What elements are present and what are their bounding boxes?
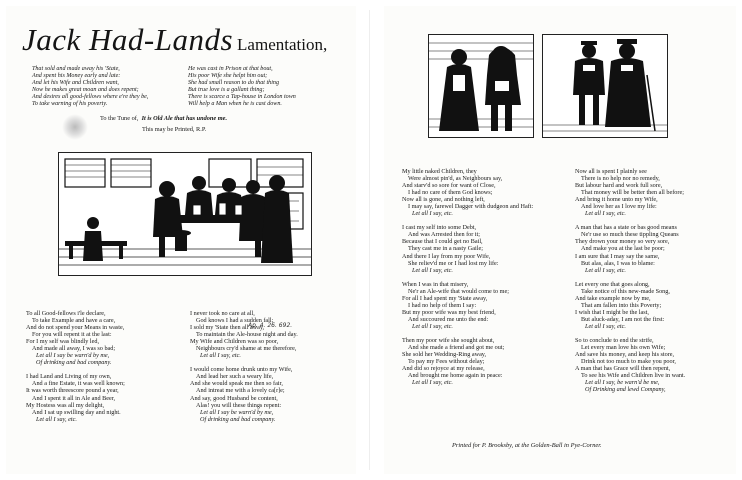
stanza-line: To take Example and have a care,	[32, 317, 116, 325]
stanza-line: Ne'r use so much these tippling Queans	[581, 231, 679, 239]
stanza-line: And save his money, and keep his store,	[575, 351, 675, 359]
verse-line: She had small reason to do that thing	[188, 80, 280, 87]
stanza-line: And was Arrested then for it;	[408, 231, 480, 239]
stanza-line: And make you at the last be poor;	[581, 245, 665, 253]
refrain-line: Let all I say, etc.	[200, 352, 241, 360]
verse-line: To take warning of his poverty.	[32, 101, 108, 108]
refrain-line: Let all I say, etc.	[585, 210, 626, 218]
stanza-line: And a fine Estate, it was well known;	[32, 380, 125, 388]
licence-line: This may be Printed, R.P.	[142, 126, 207, 133]
stanza-line: And did so rejoyce at my release,	[402, 365, 485, 373]
stanza	[26, 310, 186, 366]
stanza	[575, 281, 740, 330]
stanza-line: A man that has Grace will then repent,	[575, 365, 671, 373]
refrain-line: Let all I say, etc.	[412, 379, 453, 387]
title-main: Jack Had-Lands	[22, 22, 234, 57]
stanza-line: She reliev'd me or I had lost my life:	[408, 259, 499, 267]
verse-line: And let his Wife and Children want,	[32, 80, 119, 87]
stanza-line: Now all is spent I plainly see	[575, 168, 647, 175]
verse-line: And spent his Money early and late:	[32, 73, 121, 80]
printer-imprint: Printed for P. Brooksby, at the Golden-Ball in Pye-Corner.	[452, 442, 602, 449]
tune-line	[100, 115, 227, 122]
stanza-line: Drink not too much to make you poor,	[581, 358, 676, 366]
stanza-line: And starv'd so sore for want of Close,	[402, 182, 496, 190]
refrain-line: Let all I say, etc.	[585, 266, 626, 274]
stanza-line: And I sat up swilling day and night.	[32, 408, 121, 416]
stanza	[402, 337, 572, 386]
stanza-line: To maintain the Ale-house night and day.	[196, 331, 298, 339]
stanza-line: And she made a friend and got me out;	[408, 344, 505, 352]
stanza	[575, 168, 740, 217]
refrain-line: Of Drinking and lewd Company,	[585, 386, 666, 394]
stanza-line: For all I had spent my 'State away,	[402, 294, 488, 302]
stanza-line: That money will be better then all before;	[581, 189, 684, 197]
stanza-line: Take notice of this new-made Song,	[581, 287, 670, 295]
handwritten-date-note: Ap. 4. 26. 692.	[248, 322, 293, 329]
refrain-line: Let all I say be warn'd by me,	[36, 352, 110, 360]
refrain-line: Of drinking and bad company.	[200, 415, 276, 423]
verse-line: His poor Wife she helpt him out;	[188, 73, 268, 80]
stanza-line: And there I lay from my poor Wife,	[402, 252, 491, 260]
stanza-line: A man that has a state or bas good means	[575, 224, 677, 232]
stanza	[402, 281, 572, 330]
verse-line: But true love is a gallant thing;	[188, 87, 265, 94]
stanza-line: They cast me in a nasty Gaile;	[408, 245, 483, 253]
stanza-line: To see his Wife and Children live in want.	[581, 372, 686, 380]
stanza-line: I am sure that I may say the same,	[575, 252, 660, 260]
refrain-line: Let all I say, etc.	[412, 322, 453, 330]
stanza-line: I wish that I might be the last,	[575, 308, 649, 316]
stanza-line: My Wife and Children was so poor,	[190, 338, 279, 346]
stanza-line: Neighbours cry'd shame at me therefore,	[196, 345, 297, 353]
stanza-line: And succoured me unto the end:	[408, 315, 489, 323]
stanza-line: For you will repent it at the last:	[32, 331, 112, 339]
stanza	[190, 366, 350, 422]
verse-line: There is scarce a Tap-house in London town	[188, 94, 296, 101]
stanza-line: I may say, farewel Dagger with dudgeon and Haft:	[408, 203, 534, 211]
stanza-line: And made all away, I was so bad;	[32, 345, 116, 353]
tavern-woodcut	[58, 152, 312, 276]
left-column-1	[26, 310, 186, 430]
intro-verse-left	[32, 66, 148, 109]
stanza-line: But labour hard and work full sore,	[575, 182, 663, 190]
right-column-1	[402, 168, 572, 393]
stanza-line: To pay my Fees without delay;	[408, 358, 485, 366]
stanza-line: I had no help of them I say:	[408, 301, 477, 309]
stanza-line: And intreat me with a lovely ca[r]e;	[196, 387, 285, 395]
stanza-line: They drown your money so very sore,	[575, 238, 670, 246]
stanza	[575, 337, 740, 393]
left-column-2	[190, 310, 350, 430]
men-woodcut	[542, 34, 668, 138]
right-column-2	[575, 168, 740, 400]
stanza	[26, 373, 186, 422]
ballad-title	[22, 22, 327, 58]
stanza-line: I cast my self into some Debt,	[402, 224, 477, 232]
verse-line: That sold and made away his 'State,	[32, 66, 120, 72]
stanza-line: I never took no care at all,	[190, 310, 255, 317]
title-sub: Lamentation,	[237, 35, 328, 54]
stanza-line: To all Good-fellows i'le declare,	[26, 310, 106, 317]
stanza-line: When I was in that misery,	[402, 280, 469, 288]
couple-woodcut	[428, 34, 534, 138]
refrain-line: Let all I say, etc.	[585, 322, 626, 330]
page-gutter	[360, 0, 380, 480]
stanza	[402, 224, 572, 273]
stanza-line: And brought me home again in peace:	[408, 372, 503, 380]
stanza-line: Let every man love his own Wife;	[581, 344, 666, 352]
stanza-line: And bring it home unto my Wife,	[575, 196, 658, 204]
stanza-line: For I my self was blindly led,	[26, 338, 100, 346]
refrain-line: Let all I say, etc.	[412, 210, 453, 218]
stanza-line: I had Land and Living of my own,	[26, 373, 112, 381]
stanza-line: My Hostess was all my delight,	[26, 401, 105, 409]
tune-name: It is Old Ale that has undone me.	[141, 115, 228, 122]
verse-line: And desires all good-fellows where e're they be,	[32, 94, 149, 101]
seal-blot	[62, 114, 88, 140]
stanza-line: That am fallen into this Poverty;	[581, 301, 662, 309]
stanza-line: Ne'r an Ale-wife that would come to me;	[408, 287, 509, 295]
intro-verse-right	[188, 66, 296, 109]
stanza-line: So to conclude to end the strife,	[575, 336, 654, 344]
fold-line	[369, 10, 370, 470]
verse-line: Now he makes great moan and does repent;	[32, 87, 139, 94]
stanza-line: She sold her Wedding-Ring away,	[402, 351, 487, 359]
stanza-line: Were almost pin'd, as Neighbours say,	[408, 175, 503, 183]
stanza-line: I had no care of them God knows;	[408, 189, 493, 197]
tune-prefix: To the Tune of,	[100, 115, 139, 122]
stanza-line: And do not spend your Means in waste,	[26, 324, 125, 332]
stanza-line: But my poor wife was my best friend,	[402, 308, 496, 316]
stanza-line: And love her as I love my life:	[581, 203, 657, 211]
stanza-line: I would come home drunk unto my Wife,	[190, 366, 293, 374]
stanza-line: There is no help nor no remedy,	[581, 175, 660, 183]
stanza-line: And take example now by me,	[575, 294, 651, 302]
refrain-line: Let all I say, be warn'd be me,	[585, 379, 660, 387]
stanza-line: And she would speak me then so fair,	[190, 380, 283, 388]
stanza-line: Because that I could get no Bail,	[402, 238, 483, 246]
stanza-line: Then my poor wife she sought about,	[402, 336, 495, 344]
refrain-line: Let all I say, etc.	[36, 415, 77, 423]
stanza-line: It was worth threescore pound a year,	[26, 387, 119, 395]
stanza-line: But alas, alas, I was to blame:	[581, 259, 655, 267]
stanza-line: Alas! you will these things repent:	[196, 401, 282, 409]
refrain-line: Of drinking and bad company.	[36, 359, 112, 367]
stanza	[402, 168, 572, 217]
stanza-line: I sold my 'State then all away,	[190, 324, 265, 332]
stanza-line: And say, good Husband be content,	[190, 394, 278, 402]
stanza	[190, 310, 350, 359]
refrain-line: Let all I say be warn'd by me,	[200, 408, 274, 416]
verse-line: Will help a Man when he is cast down.	[188, 101, 282, 108]
stanza	[575, 224, 740, 273]
verse-line: He was cast in Prison at that bout,	[188, 66, 273, 72]
stanza-line: But aluck-aday, I am not the first:	[581, 315, 665, 323]
stanza-line: And lead her such a weary life,	[196, 373, 274, 381]
stanza-line: My little naked Children, they	[402, 168, 477, 175]
stanza-line: Let every one that goes along,	[575, 280, 650, 288]
refrain-line: Let all I say, etc.	[412, 266, 453, 274]
stanza-line: And I spent it all in Ale and Beer,	[32, 394, 116, 402]
stanza-line: God knows I had a sudden fall;	[196, 317, 274, 325]
stanza-line: Now all is gone, and nothing left,	[402, 196, 485, 204]
